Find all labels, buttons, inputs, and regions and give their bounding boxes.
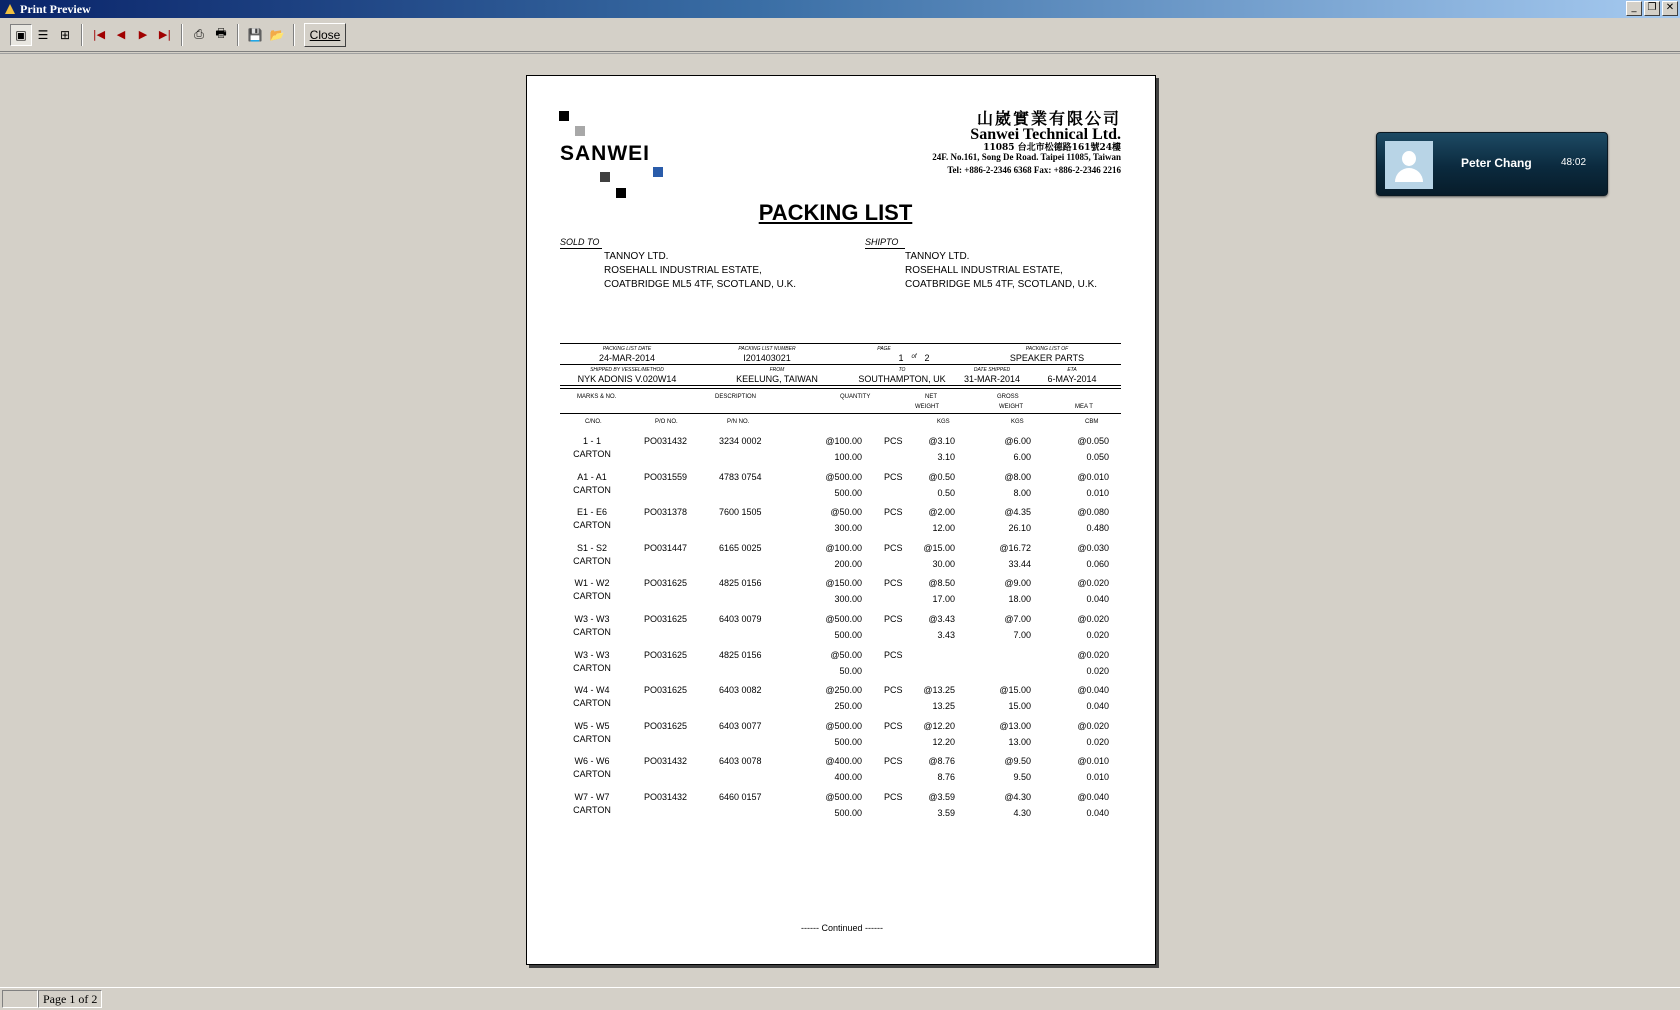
minimize-button[interactable]: _ xyxy=(1626,1,1642,16)
cell-unit: PCS xyxy=(884,649,903,660)
caller-name: Peter Chang xyxy=(1461,156,1532,170)
packing-list-date-label: PACKING LIST DATE xyxy=(602,346,652,352)
previous-page-icon[interactable]: ◀ xyxy=(116,28,126,41)
cell-net-unit: @13.25 xyxy=(923,685,955,696)
cell-po: PO031559 xyxy=(644,471,688,482)
cell-po: PO031447 xyxy=(644,542,688,553)
cell-ctn: CARTON xyxy=(573,662,611,673)
cell-net-total: 3.10 xyxy=(937,452,955,462)
cell-gross-total: 8.00 xyxy=(1013,487,1031,498)
cell-net-total: 3.43 xyxy=(937,630,955,640)
divider xyxy=(560,413,1121,414)
cell-net-unit: @12.20 xyxy=(923,720,955,731)
cell-pn: 3234 0002 xyxy=(719,436,762,446)
last-page-icon[interactable]: ▶| xyxy=(158,28,172,41)
toolbar-separator xyxy=(81,24,83,46)
cell-gross-total: 26.10 xyxy=(1008,523,1031,534)
packing-list-date: 24-MAR-2014 xyxy=(598,353,656,363)
cell-net-total: 30.00 xyxy=(932,558,955,569)
address-line: ROSEHALL INDUSTRIAL ESTATE, xyxy=(905,265,1063,276)
cell-net-total: 13.25 xyxy=(932,701,955,712)
cell-unit: PCS xyxy=(884,756,903,767)
gross-weight-header: WEIGHT xyxy=(999,404,1023,410)
cell-cbm-total: 0.040 xyxy=(1086,808,1109,818)
cell-cno: W3 - W3 xyxy=(574,649,610,660)
table-row xyxy=(527,721,1157,757)
cell-cbm-unit: @0.080 xyxy=(1077,507,1109,518)
net-weight-header: WEIGHT xyxy=(915,404,939,410)
cell-unit: PCS xyxy=(884,614,903,624)
cell-gross-total: 33.44 xyxy=(1008,558,1031,569)
cell-cno: W7 - W7 xyxy=(574,792,610,802)
company-name-en: Sanwei Technical Ltd. xyxy=(970,126,1121,143)
gross-header: GROSS xyxy=(997,394,1019,400)
cell-qty-total: 300.00 xyxy=(834,523,862,534)
company-tel-fax: Tel: +886-2-2346 6368 Fax: +886-2-2346 2216 xyxy=(947,165,1121,175)
table-row xyxy=(527,507,1157,543)
cell-cno: W1 - W2 xyxy=(574,578,610,589)
cell-unit: PCS xyxy=(884,542,903,553)
cell-pn: 6403 0078 xyxy=(719,756,762,767)
cell-cbm-total: 0.010 xyxy=(1086,772,1109,783)
cell-qty-total: 250.00 xyxy=(834,701,862,712)
pn-no-header: P/N NO. xyxy=(727,419,750,425)
cell-pn: 7600 1505 xyxy=(719,507,762,518)
cell-net-total: 0.50 xyxy=(937,487,955,498)
ship-to-label: SHIPTO xyxy=(865,237,905,249)
packing-list-number: I201403021 xyxy=(743,353,791,363)
cell-qty-total: 50.00 xyxy=(839,665,862,676)
cell-unit: PCS xyxy=(884,436,903,446)
table-row xyxy=(527,436,1157,472)
cell-net-unit: @3.10 xyxy=(928,436,955,446)
cell-gross-total: 9.50 xyxy=(1013,772,1031,783)
table-row xyxy=(527,756,1157,792)
cell-cbm-total: 0.010 xyxy=(1086,487,1109,498)
cell-gross-total: 15.00 xyxy=(1008,701,1031,712)
cell-qty-total: 500.00 xyxy=(834,808,862,818)
cell-ctn: CARTON xyxy=(573,520,611,531)
cell-po: PO031432 xyxy=(644,756,688,767)
cell-cbm-unit: @0.010 xyxy=(1077,756,1109,767)
cell-gross-unit: @9.50 xyxy=(1004,756,1031,767)
cell-ctn: CARTON xyxy=(573,591,611,602)
cell-gross-unit: @8.00 xyxy=(1004,471,1031,482)
cell-gross-unit: @9.00 xyxy=(1004,578,1031,589)
carton-no-header: C/NO. xyxy=(585,419,602,425)
page-label: PAGE xyxy=(877,346,891,352)
cell-cno: S1 - S2 xyxy=(576,542,607,553)
user-icon-body xyxy=(1395,168,1423,182)
cell-po: PO031625 xyxy=(644,720,688,731)
cell-pn: 6165 0025 xyxy=(719,542,762,553)
continued-text: ------ Continued ------ xyxy=(801,923,883,933)
cell-cbm-unit: @0.030 xyxy=(1077,542,1109,553)
cell-qty-total: 100.00 xyxy=(834,452,862,462)
app-icon xyxy=(3,2,17,16)
page-total: 2 xyxy=(924,353,930,363)
marks-header: MARKS & NO. xyxy=(577,394,617,400)
cell-cbm-total: 0.020 xyxy=(1086,736,1109,747)
cell-cbm-unit: @0.020 xyxy=(1077,720,1109,731)
divider xyxy=(560,364,1121,365)
cell-cbm-total: 0.060 xyxy=(1086,558,1109,569)
cell-net-unit: @2.00 xyxy=(928,507,955,518)
company-address-cn: 11085 台北市松德路161號24樓 xyxy=(983,143,1121,153)
cell-cno: W4 - W4 xyxy=(574,685,610,696)
cell-unit: PCS xyxy=(884,720,903,731)
cell-cbm-unit: @0.020 xyxy=(1077,614,1109,624)
open-folder-icon[interactable]: 📂 xyxy=(269,27,285,42)
cell-pn: 6403 0077 xyxy=(719,720,762,731)
cell-pn: 6460 0157 xyxy=(719,792,762,802)
cell-po: PO031625 xyxy=(644,649,688,660)
cell-net-total: 8.76 xyxy=(937,772,955,783)
restore-button[interactable]: ❐ xyxy=(1644,1,1660,16)
cell-cbm-unit: @0.010 xyxy=(1077,471,1109,482)
cell-net-unit: @15.00 xyxy=(923,542,955,553)
table-row xyxy=(527,614,1157,650)
cell-gross-unit: @4.35 xyxy=(1004,507,1031,518)
toolbar-separator xyxy=(237,24,239,46)
status-bar xyxy=(0,987,1680,1010)
divider xyxy=(560,385,1121,386)
cell-pn: 4825 0156 xyxy=(719,578,762,589)
cell-ctn: CARTON xyxy=(573,449,611,459)
cell-gross-unit: @16.72 xyxy=(999,542,1031,553)
cell-po: PO031625 xyxy=(644,685,688,696)
to-port: SOUTHAMPTON, UK xyxy=(858,374,946,384)
cell-qty-total: 500.00 xyxy=(834,736,862,747)
cell-pn: 4783 0754 xyxy=(719,471,762,482)
cell-net-unit: @3.59 xyxy=(928,792,955,802)
cell-qty-unit: @500.00 xyxy=(825,614,862,624)
cell-cbm-total: 0.020 xyxy=(1086,630,1109,640)
cell-cbm-total: 0.040 xyxy=(1086,701,1109,712)
cell-cbm-total: 0.020 xyxy=(1086,665,1109,676)
packing-list-number-label: PACKING LIST NUMBER xyxy=(738,346,796,352)
print-setup-icon[interactable]: ⎙ xyxy=(194,27,204,41)
cell-gross-total: 13.00 xyxy=(1008,736,1031,747)
company-name-cn: 山崴實業有限公司 xyxy=(976,109,1121,128)
shipped-by-label: SHIPPED BY VESSEL/METHOD xyxy=(590,367,664,373)
table-row xyxy=(527,685,1157,721)
cell-qty-total: 200.00 xyxy=(834,558,862,569)
cell-net-total: 3.59 xyxy=(937,808,955,818)
cell-net-unit: @8.50 xyxy=(928,578,955,589)
window-title: Print Preview xyxy=(20,1,91,16)
cell-ctn: CARTON xyxy=(573,805,611,815)
cell-cbm-unit: @0.020 xyxy=(1077,649,1109,660)
cell-qty-total: 500.00 xyxy=(834,630,862,640)
first-page-icon[interactable]: |◀ xyxy=(92,28,106,41)
cell-pn: 4825 0156 xyxy=(719,649,762,660)
address-line: ROSEHALL INDUSTRIAL ESTATE, xyxy=(604,265,762,276)
multi-page-view-icon[interactable]: ⊞ xyxy=(59,27,71,42)
address-line: COATBRIDGE ML5 4TF, SCOTLAND, U.K. xyxy=(604,279,797,290)
logo-square xyxy=(559,111,569,121)
cbm-header: CBM xyxy=(1085,419,1099,425)
toolbar-separator xyxy=(181,24,183,46)
date-shipped-label: DATE SHIPPED xyxy=(973,367,1011,373)
sold-to-label: SOLD TO xyxy=(560,237,602,249)
cell-cbm-unit: @0.040 xyxy=(1077,792,1109,802)
cell-gross-total: 7.00 xyxy=(1013,630,1031,640)
cell-po: PO031625 xyxy=(644,614,688,624)
divider xyxy=(560,343,1121,344)
cell-po: PO031378 xyxy=(644,507,688,518)
cell-cbm-unit: @0.040 xyxy=(1077,685,1109,696)
cell-qty-unit: @100.00 xyxy=(825,436,862,446)
cell-net-total: 12.20 xyxy=(932,736,955,747)
cell-cbm-total: 0.050 xyxy=(1086,452,1109,462)
po-no-header: P/O NO. xyxy=(655,419,678,425)
cell-cno: 1 - 1 xyxy=(582,436,601,446)
table-row xyxy=(527,792,1157,828)
cell-qty-unit: @100.00 xyxy=(825,542,862,553)
cell-gross-unit: @6.00 xyxy=(1004,436,1031,446)
from-label: FROM xyxy=(769,367,785,373)
cell-cbm-unit: @0.020 xyxy=(1077,578,1109,589)
gross-kgs-header: KGS xyxy=(1011,419,1024,425)
quantity-header: QUANTITY xyxy=(840,394,871,400)
cell-qty-unit: @500.00 xyxy=(825,471,862,482)
document-title: PACKING LIST xyxy=(758,200,913,225)
cell-ctn: CARTON xyxy=(573,733,611,744)
cell-cbm-total: 0.040 xyxy=(1086,594,1109,605)
cell-qty-unit: @250.00 xyxy=(825,685,862,696)
table-row xyxy=(527,543,1157,579)
cell-qty-unit: @500.00 xyxy=(825,792,862,802)
page-width-view-icon[interactable]: ☰ xyxy=(37,27,49,42)
cell-gross-total: 6.00 xyxy=(1013,452,1031,462)
next-page-icon[interactable]: ▶ xyxy=(138,28,148,41)
cell-qty-unit: @50.00 xyxy=(830,507,862,518)
cell-net-unit: @0.50 xyxy=(928,471,955,482)
cell-unit: PCS xyxy=(884,578,903,589)
logo-square xyxy=(653,167,663,177)
logo-square xyxy=(600,172,610,182)
document-page xyxy=(526,75,1156,965)
eta-label: ETA xyxy=(1067,367,1077,373)
cell-ctn: CARTON xyxy=(573,627,611,637)
cell-cno: A1 - A1 xyxy=(577,471,607,482)
cell-gross-unit: @13.00 xyxy=(999,720,1031,731)
cell-cno: W6 - W6 xyxy=(574,756,610,767)
cell-pn: 6403 0079 xyxy=(719,614,762,624)
measurement-header: MEA T xyxy=(1075,404,1093,410)
cell-net-unit: @3.43 xyxy=(928,614,955,624)
save-icon[interactable]: 💾 xyxy=(247,27,263,42)
packing-list-of: SPEAKER PARTS xyxy=(1009,353,1085,363)
cell-qty-unit: @500.00 xyxy=(825,720,862,731)
cell-ctn: CARTON xyxy=(573,698,611,709)
cell-cno: W3 - W3 xyxy=(574,614,610,624)
page-of: of xyxy=(911,354,917,360)
cell-gross-unit: @15.00 xyxy=(999,685,1031,696)
user-icon xyxy=(1402,151,1416,166)
to-label: TO xyxy=(898,367,906,373)
cell-ctn: CARTON xyxy=(573,555,611,566)
company-logo: SANWEI xyxy=(560,142,650,165)
cell-ctn: CARTON xyxy=(573,484,611,495)
address-line: TANNOY LTD. xyxy=(604,251,669,262)
cell-qty-unit: @150.00 xyxy=(825,578,862,589)
close-button[interactable]: Close xyxy=(304,23,346,47)
cell-cbm-unit: @0.050 xyxy=(1077,436,1109,446)
cell-qty-unit: @400.00 xyxy=(825,756,862,767)
cell-po: PO031432 xyxy=(644,792,688,802)
shipped-by: NYK ADONIS V.020W14 xyxy=(577,374,677,384)
page-indicator: Page 1 of 2 xyxy=(38,990,102,1008)
table-row xyxy=(527,578,1157,614)
close-window-button[interactable]: ✕ xyxy=(1662,1,1678,16)
cell-gross-unit: @7.00 xyxy=(1004,614,1031,624)
description-header: DESCRIPTION xyxy=(715,394,757,400)
cell-net-total: 17.00 xyxy=(932,594,955,605)
page-number: 1 xyxy=(898,353,904,363)
cell-unit: PCS xyxy=(884,792,903,802)
cell-qty-total: 400.00 xyxy=(834,772,862,783)
logo-square xyxy=(616,188,626,198)
cell-ctn: CARTON xyxy=(573,769,611,780)
sold-to-address xyxy=(604,250,796,292)
print-icon[interactable]: 🖶 xyxy=(215,26,227,40)
toolbar xyxy=(0,18,1680,52)
company-address-en: 24F. No.161, Song De Road. Taipei 11085, Taiwan xyxy=(932,152,1121,162)
cell-unit: PCS xyxy=(884,685,903,696)
cell-gross-total: 18.00 xyxy=(1008,594,1031,605)
cell-gross-total: 4.30 xyxy=(1013,808,1031,818)
table-row xyxy=(527,472,1157,508)
avatar xyxy=(1385,141,1433,189)
cell-cno: W5 - W5 xyxy=(574,720,610,731)
date-shipped: 31-MAR-2014 xyxy=(963,374,1021,384)
call-timer: 48:02 xyxy=(1561,157,1587,168)
cell-cbm-total: 0.480 xyxy=(1086,523,1109,534)
cell-unit: PCS xyxy=(884,471,903,482)
eta: 6-MAY-2014 xyxy=(1047,374,1097,384)
cell-qty-total: 300.00 xyxy=(834,594,862,605)
one-page-view-icon[interactable]: ▣ xyxy=(10,24,32,46)
logo-square xyxy=(575,126,585,136)
net-header: NET xyxy=(925,394,937,400)
cell-gross-unit: @4.30 xyxy=(1004,792,1031,802)
title-bar xyxy=(0,0,1680,18)
ship-to-address xyxy=(905,250,1097,292)
cell-qty-total: 500.00 xyxy=(834,487,862,498)
cell-net-total: 12.00 xyxy=(932,523,955,534)
status-cell xyxy=(2,990,38,1008)
address-line: TANNOY LTD. xyxy=(905,251,970,262)
address-line: COATBRIDGE ML5 4TF, SCOTLAND, U.K. xyxy=(905,279,1098,290)
cell-pn: 6403 0082 xyxy=(719,685,762,696)
cell-unit: PCS xyxy=(884,507,903,518)
divider xyxy=(560,388,1121,389)
table-row xyxy=(527,650,1157,686)
toolbar-separator xyxy=(293,24,295,46)
cell-qty-unit: @50.00 xyxy=(830,649,862,660)
call-notification[interactable] xyxy=(1376,132,1608,196)
cell-po: PO031432 xyxy=(644,436,688,446)
cell-net-unit: @8.76 xyxy=(928,756,955,767)
cell-po: PO031625 xyxy=(644,578,688,589)
packing-list-of-label: PACKING LIST OF xyxy=(1025,346,1069,352)
net-kgs-header: KGS xyxy=(937,419,950,425)
from-port: KEELUNG, TAIWAN xyxy=(736,374,818,384)
cell-cno: E1 - E6 xyxy=(576,507,607,518)
